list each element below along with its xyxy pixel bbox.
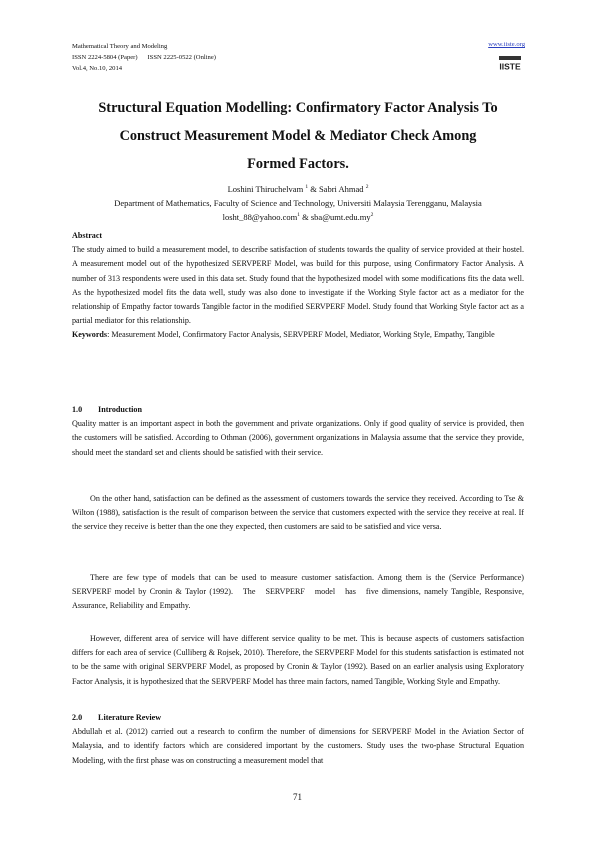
intro-paragraph-2-block <box>72 492 524 535</box>
literature-paragraph-1: Abdullah et al. (2012) carried out a research to confirm the number of dimensions for SERVPERF Model in the Aviation Sector of Malaysia, and to identify factors which are considered important by the customers. Study uses the two-phase Structural Equation Modeling, with the first phase was on constructing a measurement model that <box>72 727 524 765</box>
title-line-1: Structural Equation Modelling: Confirmatory Factor Analysis To <box>98 100 498 116</box>
section-1-title: Introduction <box>98 405 142 414</box>
author-emails <box>72 210 524 224</box>
section-2-title: Literature Review <box>98 713 162 722</box>
email-2[interactable]: & sba@umt.edu.my <box>300 212 371 222</box>
section-2-heading <box>72 711 524 725</box>
author-2-sup: 2 <box>365 184 369 191</box>
intro-paragraph-1: Quality matter is an important aspect in both the government and private organizations. Only if good quality of service is provided, then the customers will be satisfied. According to Othman (2006), government organizations in Malaysia assume that the service they provide, should meet the standard set and clients should be satisfied with their service. <box>72 419 524 457</box>
page-number: 71 <box>293 792 302 802</box>
keywords-text: : Measurement Model, Confirmatory Factor Analysis, SERVPERF Model, Mediator, Working Style, Empathy, Tangible <box>107 330 495 340</box>
email-1-sup: 1 <box>297 212 300 219</box>
section-1-number: 1.0 <box>72 405 83 414</box>
author-1: Loshini Thiruchelvam <box>227 184 304 194</box>
intro-paragraph-2: On the other hand, satisfaction can be defined as the assessment of customers towards the service they received. According to Tse & Wilton (1988), satisfaction is the result of comparison between the service that customers expected with the service they receive at real. If the service they receive is better than the one they expected, then customers are said to be satisfied and vice versa. <box>72 494 524 532</box>
author-2: Sabri Ahmad <box>318 184 364 194</box>
paper-title <box>72 94 524 178</box>
abstract-heading: Abstract <box>72 231 103 240</box>
email-2-sup: 2 <box>370 212 374 219</box>
literature-review-section <box>72 711 524 768</box>
iiste-logo <box>497 55 523 72</box>
abstract-text: The study aimed to build a measurement model, to describe satisfaction of students towards the quality of service provided at their hostel. A measurement model out of the hypothesized SERVPERF Model, was build for this purpose, using Confirmatory Factor Analysis. A number of 313 respondents were used in this data set. Study found that the hypothesized model with some modifications fits the data well. As the hypothesized model fits the data well, study was also done to investigate if the Working Style factor act as a mediator for the relationship of Empathy factor towards Tangible factor in the modified SERVPERF Model. Study found that Working Style factor act as a partial mediator for this relationship. <box>72 245 524 326</box>
intro-paragraph-4-block <box>72 632 524 689</box>
intro-paragraph-3: There are few type of models that can be used to measure customer satisfaction. Among them is the (Service Performance) SERVPERF model by Cronin & Taylor (1992). The SERVPERF model has five dimensions, namely Tangible, Responsive, Assurance, Reliability and Empathy. <box>72 573 527 611</box>
issn-line: ISSN 2224-5804 (Paper) ISSN 2225-0522 (Online) <box>72 54 216 61</box>
journal-url-link[interactable]: www.iiste.org <box>488 41 525 48</box>
journal-name: Mathematical Theory and Modeling <box>72 43 168 50</box>
keywords-label: Keywords <box>72 330 108 340</box>
author-names <box>72 182 524 196</box>
intro-paragraph-3-block <box>72 571 527 614</box>
logo-text: IISTE <box>499 61 521 72</box>
author-block <box>72 182 524 224</box>
affiliation: Department of Mathematics, Faculty of Science and Technology, Universiti Malaysia Terengganu, Malaysia <box>114 198 482 208</box>
title-line-2: Construct Measurement Model & Mediator Check Among <box>119 128 477 144</box>
journal-header <box>72 41 216 74</box>
volume-line: Vol.4, No.10, 2014 <box>72 65 123 72</box>
title-line-3: Formed Factors. <box>247 156 349 172</box>
section-2-number: 2.0 <box>72 713 83 722</box>
abstract-section <box>72 229 524 343</box>
section-1-heading <box>72 403 524 417</box>
keywords-line <box>72 328 524 342</box>
author-and: & <box>308 184 319 194</box>
introduction-section <box>72 403 524 460</box>
author-1-sup: 1 <box>305 184 309 191</box>
email-1[interactable]: losht_88@yahoo.com <box>222 212 298 222</box>
intro-paragraph-4: However, different area of service will have different service quality to be met. This is because aspects of customers satisfaction differs for each area of service (Culliberg & Rojsek, 2010). Therefore, the SERVPERF Model for this students satisfaction is estimated not to be the same with original SERVPERF Model, as proposed by Cronin & Taylor (1992). Based on an earlier analysis using Exploratory Factor Analysis, it is hypothesized that the SERVPERF Model has three main factors, named Tangible, Working Style and Empathy. <box>72 634 524 686</box>
